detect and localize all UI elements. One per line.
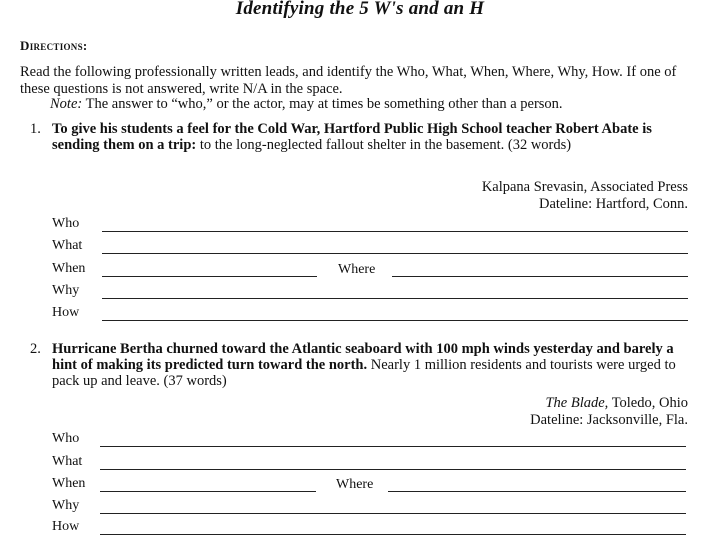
directions-heading: Directions: xyxy=(20,38,88,53)
q2-how-line[interactable] xyxy=(100,534,686,535)
q1-when-line[interactable] xyxy=(102,276,317,277)
q1-how-label: How xyxy=(52,305,80,320)
note-label: Note: xyxy=(50,96,83,112)
q2-who-label: Who xyxy=(52,431,80,446)
question-2-source xyxy=(530,395,688,429)
question-2-dateline: Dateline: Jacksonville, Fla. xyxy=(530,412,688,428)
q2-what-line[interactable] xyxy=(100,469,686,470)
worksheet-title: Identifying the 5 W's and an H xyxy=(235,0,485,19)
question-1-number: 1. xyxy=(30,121,41,137)
q1-how-line[interactable] xyxy=(102,320,688,321)
directions-note xyxy=(50,96,563,113)
q2-when-line[interactable] xyxy=(100,491,316,492)
q1-what-label: What xyxy=(52,238,83,253)
question-1-source-line1: Kalpana Srevasin, Associated Press xyxy=(481,179,688,195)
question-2-rest: Nearly 1 million residents and tourists were urged to pack up and leave. xyxy=(52,357,676,389)
q1-where-line[interactable] xyxy=(392,276,688,277)
q2-how-label: How xyxy=(52,519,80,534)
directions-text: Read the following professionally written leads, and identify the Who, What, When, Where, Why, How. If one of these questions is not answered, write N/A in the space. xyxy=(20,64,677,97)
q1-why-label: Why xyxy=(52,283,80,298)
q2-what-label: What xyxy=(52,454,83,469)
question-1-dateline: Dateline: Hartford, Conn. xyxy=(539,196,688,212)
note-text: The answer to “who,” or the actor, may at times be something other than a person. xyxy=(85,96,563,112)
q1-who-label: Who xyxy=(52,216,80,231)
q2-when-label: When xyxy=(52,476,86,491)
question-1-count: (32 words) xyxy=(507,137,572,153)
question-1-source xyxy=(482,179,688,213)
q1-who-line[interactable] xyxy=(102,231,688,232)
question-1-rest: to the long-neglected fallout shelter in the basement. xyxy=(199,137,505,153)
question-1-text xyxy=(52,121,700,153)
question-2-source-line1 xyxy=(530,395,688,412)
question-2-location: Toledo, Ohio xyxy=(611,395,688,411)
q2-why-label: Why xyxy=(52,498,80,513)
question-2-bold: Hurricane Bertha churned toward the Atlantic seaboard with 100 mph winds yesterday and barely a hint of making its predicted turn toward the north. xyxy=(52,341,674,373)
question-2-number: 2. xyxy=(30,341,41,357)
question-2-publication: The Blade, xyxy=(545,395,609,411)
question-1-bold: To give his students a feel for the Cold War, Hartford Public High School teacher Robert Abate is sending them on a trip: xyxy=(52,121,652,153)
q1-when-label: When xyxy=(52,261,86,276)
q2-where-line[interactable] xyxy=(388,491,686,492)
q2-why-line[interactable] xyxy=(100,513,686,514)
q1-what-line[interactable] xyxy=(102,253,688,254)
q2-where-label: Where xyxy=(336,477,374,492)
question-2-count: (37 words) xyxy=(163,373,227,389)
question-2-text xyxy=(52,341,698,389)
q2-who-line[interactable] xyxy=(100,446,686,447)
q1-why-line[interactable] xyxy=(102,298,688,299)
q1-where-label: Where xyxy=(338,262,376,277)
